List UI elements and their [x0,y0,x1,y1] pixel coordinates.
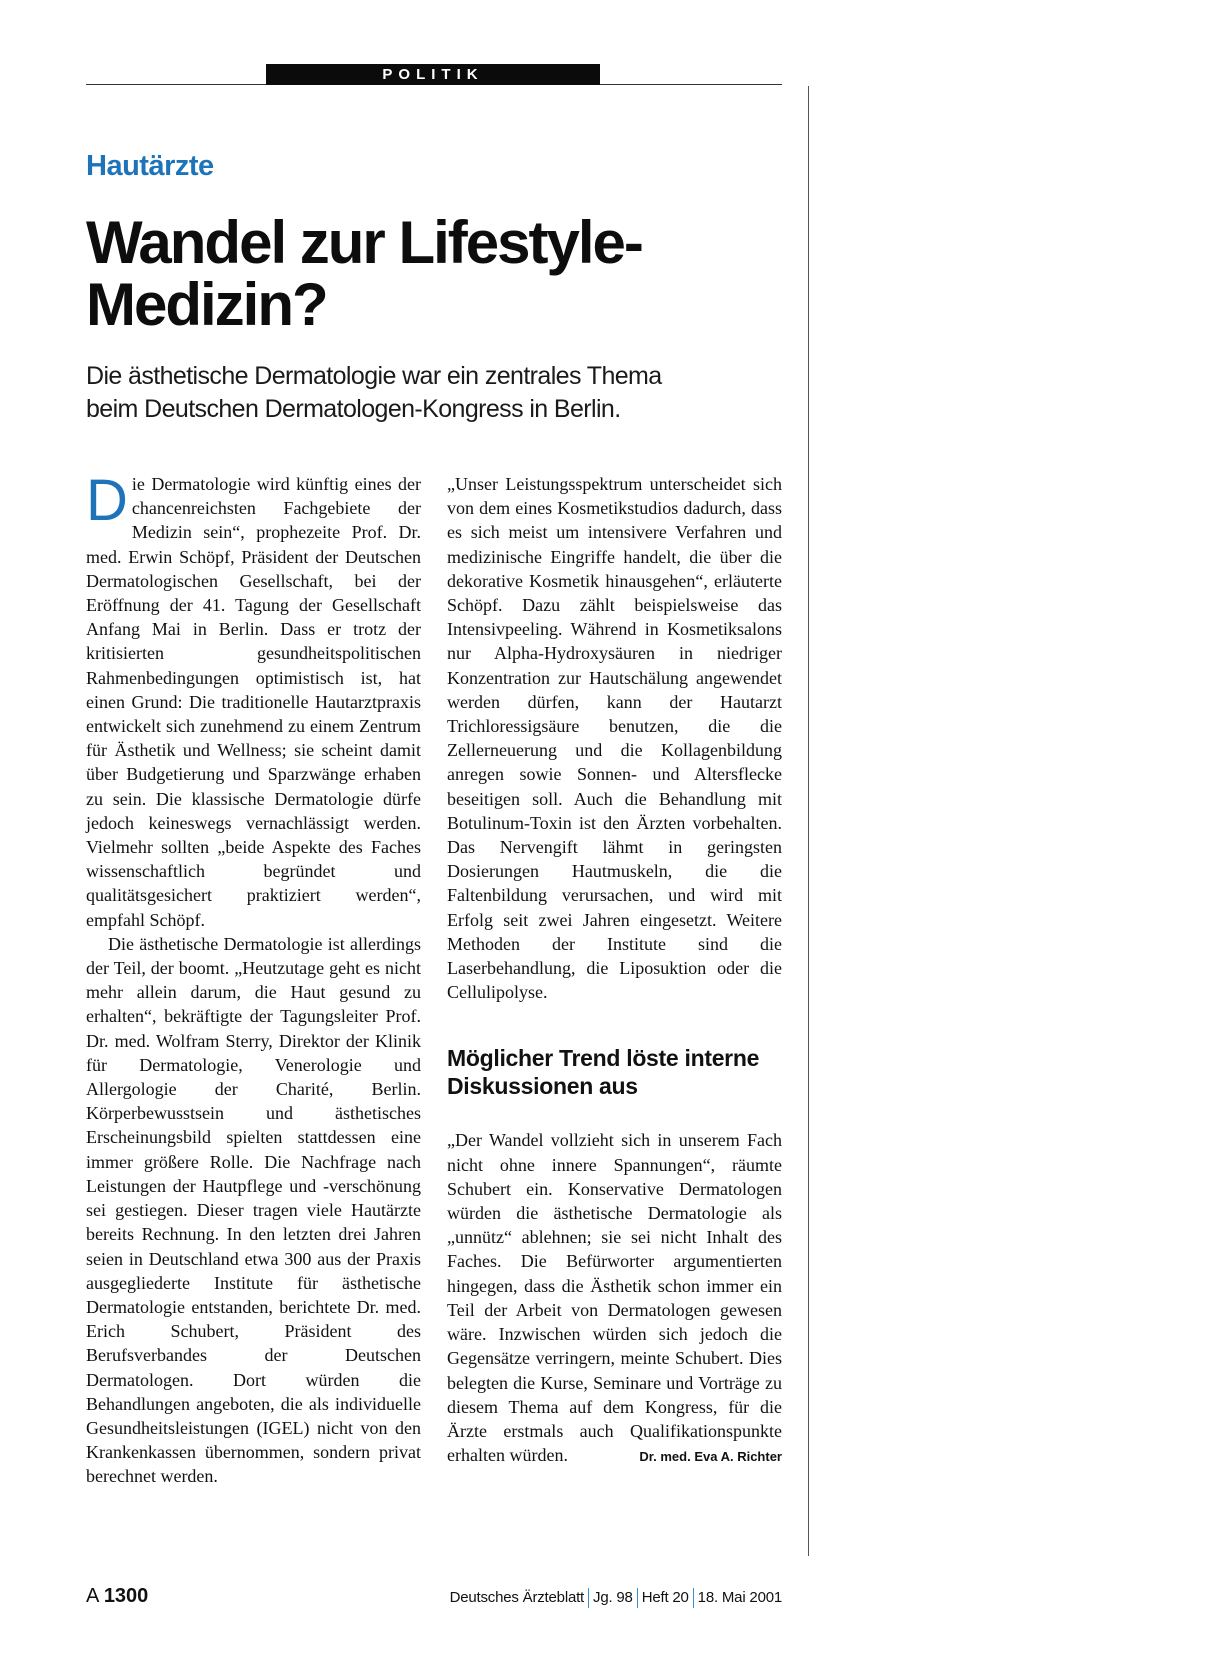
subheading: Möglicher Trend löste interne Diskussionen aus [447,1045,760,1100]
deck-line-1: Die ästhetische Dermatologie war ein zentrales Thema [86,362,662,390]
journal-issue: Heft 20 [641,1588,689,1606]
journal-volume: Jg. 98 [593,1588,633,1606]
deck-line-2: beim Deutschen Dermatologen-Kongress in Berlin. [86,395,621,423]
footer-separator [637,1588,638,1608]
drop-cap: D [86,468,128,533]
left-column [86,468,421,1489]
paragraph: „Unser Leistungsspektrum unterscheidet sich von dem eines Kosmetikstudios dadurch, dass es sich meist um intensivere Verfahren und medizinische Eingriffe handelt, die über die dekorative Kosmetik hinausgehen“, erläuterte Schöpf. Dazu zählt beispielsweise das Intensivpeeling. Während in Kosmetiksalons nur Alpha-Hydroxysäuren in niedriger Konzentration zur Hautschälung angewendet werden dürfen, kann der Hautarzt Trichloressigsäure benutzen, die die Zellerneuerung und die Kollagenbildung anregen sowie Sonnen- und Altersflecke beseitigen soll. Auch die Behandlung mit Botulinum-Toxin ist den Ärzten vorbehalten. Das Nervengift lähmt in geringsten Dosierungen Hautmuskeln, die die Faltenbildung verursachen, und wird mit Erfolg seit zwei Jahren eingesetzt. Weitere Methoden der Institute sind die Laserbehandlung, die Liposuktion oder die Cellulipolyse. [447,474,782,1003]
footer-separator [693,1588,694,1608]
article-kicker: Hautärzte [86,150,214,182]
paragraph: Die ästhetische Dermatologie ist allerdings der Teil, der boomt. „Heutzutage geht es nicht mehr allein darum, die Haut gesund zu erhalten“, bekräftigte der Tagungsleiter Prof. Dr. med. Wolfram Sterry, Direktor der Klinik für Dermatologie, Venerologie und Allergologie der Charité, Berlin. Körperbewusstsein und ästhetisches Erscheinungsbild spielten stattdessen eine immer größere Rolle. Die Nachfrage nach Leistungen der Hautpflege und -verschönung sei gestiegen. Dieser tragen viele Hautärzte bereits Rechnung. In den letzten drei Jahren seien in Deutschland etwa 300 aus der Praxis ausgegliederte Institute für ästhetische Dermatologie entstanden, berichtete Dr. med. Erich Schubert, Präsident des Berufsverbandes der Deutschen Dermatologen. Dort würden die Behandlungen angeboten, die als individuelle Gesundheitsleistungen (IGEL) nicht von den Krankenkassen übernommen, sondern privat berechnet werden. [86,933,421,1487]
footer-separator [588,1588,589,1608]
page-folio [86,1585,148,1608]
article-headline [86,209,786,338]
headline-line-2: Medizin? [86,271,327,338]
author-byline: Dr. med. Eva A. Richter [639,1449,782,1465]
headline-line-1: Wandel zur Lifestyle- [86,209,642,276]
page-number: 1300 [103,1585,149,1607]
paragraph [86,468,421,932]
journal-date: 18. Mai 2001 [697,1588,782,1606]
right-column [447,472,782,1469]
paragraph-text: „Der Wandel vollzieht sich in unserem Fach nicht ohne innere Spannungen“, räumte Schubert ein. Konservative Dermatologen würden die ästhetische Dermatologie als „unnütz“ ablehnen; sie sei nicht Inhalt des Faches. Die Befürworter argumentierten hingegen, dass die Ästhetik schon immer ein Teil der Arbeit von Dermatologen gewesen wäre. Inzwischen würden sich jedoch die Gegensätze verringern, meinte Schubert. Dies belegten die Kurse, Seminare und Vorträge zu diesem Thema auf dem Kongress, für die Ärzte erstmals auch Qualifikationspunkte erhalten würden. [447,1130,782,1466]
article-deck [86,360,786,426]
paragraph-text: ie Dermatologie wird künftig eines der chancenreichsten Fachgebiete der Medizin sein“, prophezeite Prof. Dr. med. Erwin Schöpf, Präsident der Deutschen Dermatologischen Gesellschaft, bei der Eröffnung der 41. Tagung der Gesellschaft Anfang Mai in Berlin. Dass er trotz der kritisierten gesundheitspolitischen Rahmenbedingungen optimistisch ist, hat einen Grund: Die traditionelle Hautarztpraxis entwickelt sich zunehmend zu einem Zentrum für Ästhetik und Wellness; sie scheint damit über Budgetierung und Sparzwänge erhaben zu sein. Die klassische Dermatologie dürfe jedoch keineswegs vernachlässigt werden. Vielmehr sollten „beide Aspekte des Faches wissenschaftlich begründet und qualitätsgesichert praktiziert werden“, empfahl Schöpf. [86,474,421,930]
section-label: POLITIK [266,64,600,85]
column-divider [808,86,809,1556]
paragraph [447,1128,782,1467]
journal-name: Deutsches Ärzteblatt [449,1588,585,1606]
folio-prefix: A [86,1585,99,1607]
journal-footer [450,1588,782,1608]
